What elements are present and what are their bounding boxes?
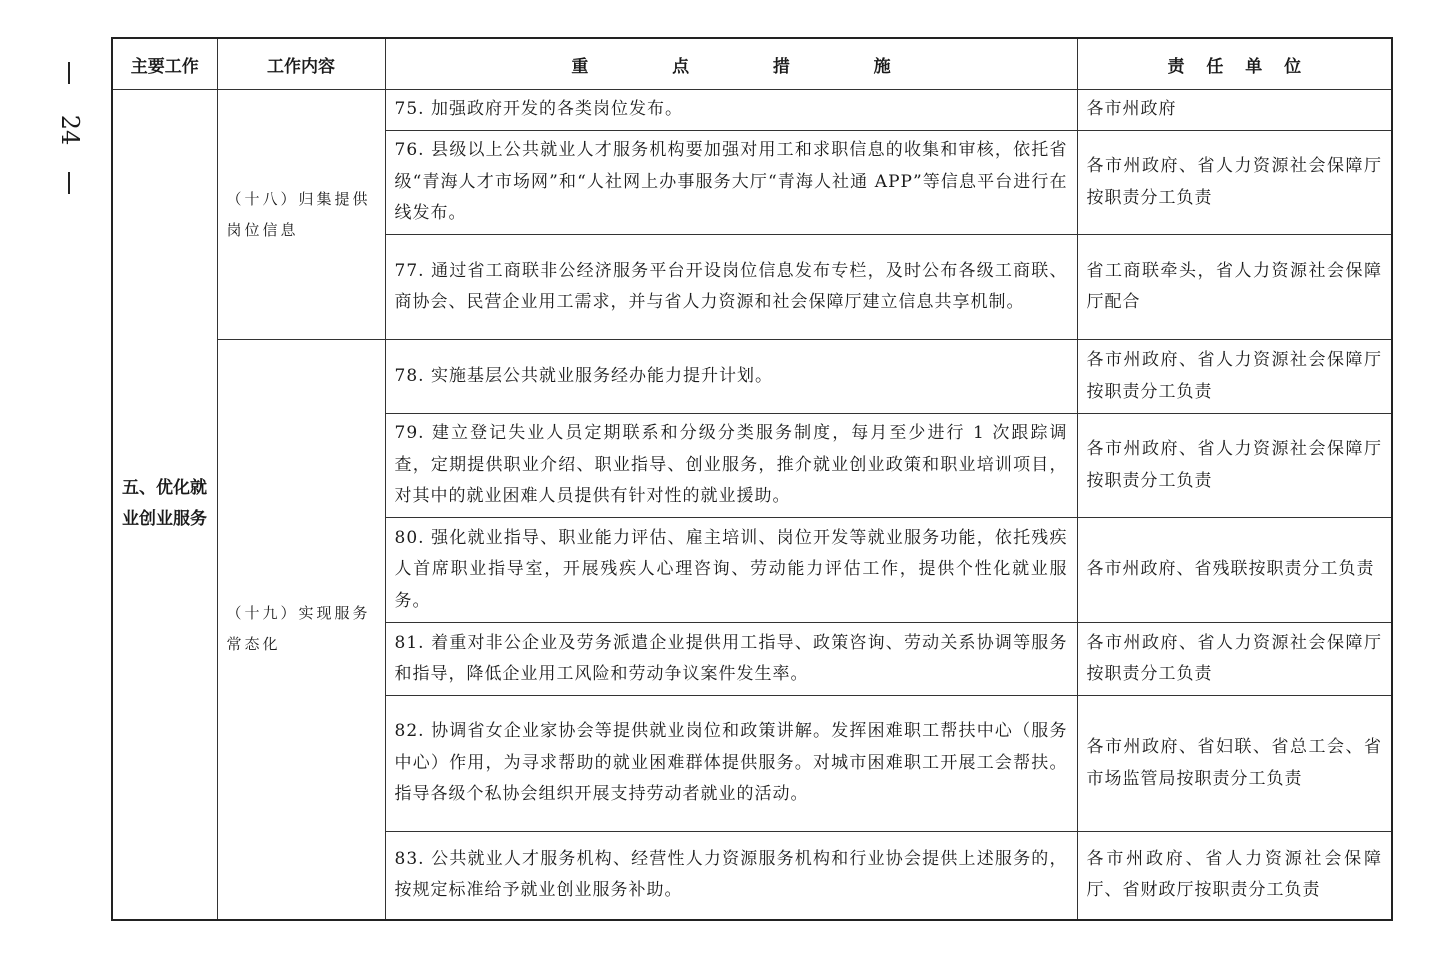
responsible-cell: 各市州政府、省妇联、省总工会、省市场监管局按职责分工负责 <box>1077 696 1392 832</box>
header-responsible-char: 位 <box>1284 56 1302 77</box>
page-number <box>52 60 86 200</box>
header-responsible-char: 单 <box>1245 56 1263 77</box>
page-number-text: 24 <box>56 114 84 146</box>
header-measures-char: 点 <box>672 56 690 77</box>
header-responsible-unit <box>1077 38 1392 90</box>
sub-item-cell: （十八）归集提供岗位信息 <box>217 90 385 340</box>
responsible-cell: 各市州政府、省人力资源社会保障厅按职责分工负责 <box>1077 623 1392 696</box>
measure-cell: 78. 实施基层公共就业服务经办能力提升计划。 <box>385 340 1077 414</box>
header-responsible-char: 任 <box>1206 56 1224 77</box>
header-measures-char: 重 <box>571 56 589 77</box>
page-number-dash-top <box>68 62 70 84</box>
measure-cell: 83. 公共就业人才服务机构、经营性人力资源服务机构和行业协会提供上述服务的，按规定标准给予就业创业服务补助。 <box>385 832 1077 920</box>
measure-cell: 82. 协调省女企业家协会等提供就业岗位和政策讲解。发挥困难职工帮扶中心（服务中心）作用，为寻求帮助的就业困难群体提供服务。对城市困难职工开展工会帮扶。指导各级个私协会组织开展支持劳动者就业的活动。 <box>385 696 1077 832</box>
header-main-work: 主要工作 <box>112 38 217 90</box>
header-measures-char: 施 <box>873 56 891 77</box>
responsible-cell: 省工商联牵头，省人力资源社会保障厅配合 <box>1077 235 1392 340</box>
header-measures-char: 措 <box>772 56 790 77</box>
measure-cell: 80. 强化就业指导、职业能力评估、雇主培训、岗位开发等就业服务功能，依托残疾人首席职业指导室，开展残疾人心理咨询、劳动能力评估工作，提供个性化就业服务。 <box>385 518 1077 623</box>
header-measures <box>385 38 1077 90</box>
measure-cell: 75. 加强政府开发的各类岗位发布。 <box>385 90 1077 131</box>
page-number-dash-bottom <box>68 172 70 194</box>
measure-cell: 77. 通过省工商联非公经济服务平台开设岗位信息发布专栏，及时公布各级工商联、商协会、民营企业用工需求，并与省人力资源和社会保障厅建立信息共享机制。 <box>385 235 1077 340</box>
table-row <box>112 340 1392 414</box>
responsible-cell: 各市州政府、省人力资源社会保障厅按职责分工负责 <box>1077 340 1392 414</box>
header-responsible-char: 责 <box>1167 56 1185 77</box>
responsible-cell: 各市州政府、省残联按职责分工负责 <box>1077 518 1392 623</box>
responsible-cell: 各市州政府 <box>1077 90 1392 131</box>
measure-cell: 76. 县级以上公共就业人才服务机构要加强对用工和求职信息的收集和审核，依托省级“青海人才市场网”和“人社网上办事服务大厅“青海人社通 APP”等信息平台进行在线发布。 <box>385 131 1077 235</box>
table-row <box>112 90 1392 131</box>
responsible-cell: 各市州政府、省人力资源社会保障厅按职责分工负责 <box>1077 414 1392 518</box>
measure-cell: 81. 着重对非公企业及劳务派遣企业提供用工指导、政策咨询、劳动关系协调等服务和指导，降低企业用工风险和劳动争议案件发生率。 <box>385 623 1077 696</box>
responsible-cell: 各市州政府、省人力资源社会保障厅、省财政厅按职责分工负责 <box>1077 832 1392 920</box>
sub-item-cell: （十九）实现服务常态化 <box>217 340 385 920</box>
measure-cell: 79. 建立登记失业人员定期联系和分级分类服务制度，每月至少进行 1 次跟踪调查，定期提供职业介绍、职业指导、创业服务，推介就业创业政策和职业培训项目，对其中的就业困难人员提供有针对性的就业援助。 <box>385 414 1077 518</box>
header-row <box>112 38 1392 90</box>
header-work-content: 工作内容 <box>217 38 385 90</box>
responsible-cell: 各市州政府、省人力资源社会保障厅按职责分工负责 <box>1077 131 1392 235</box>
category-cell: 五、优化就业创业服务 <box>112 90 217 920</box>
work-plan-table <box>111 37 1393 921</box>
